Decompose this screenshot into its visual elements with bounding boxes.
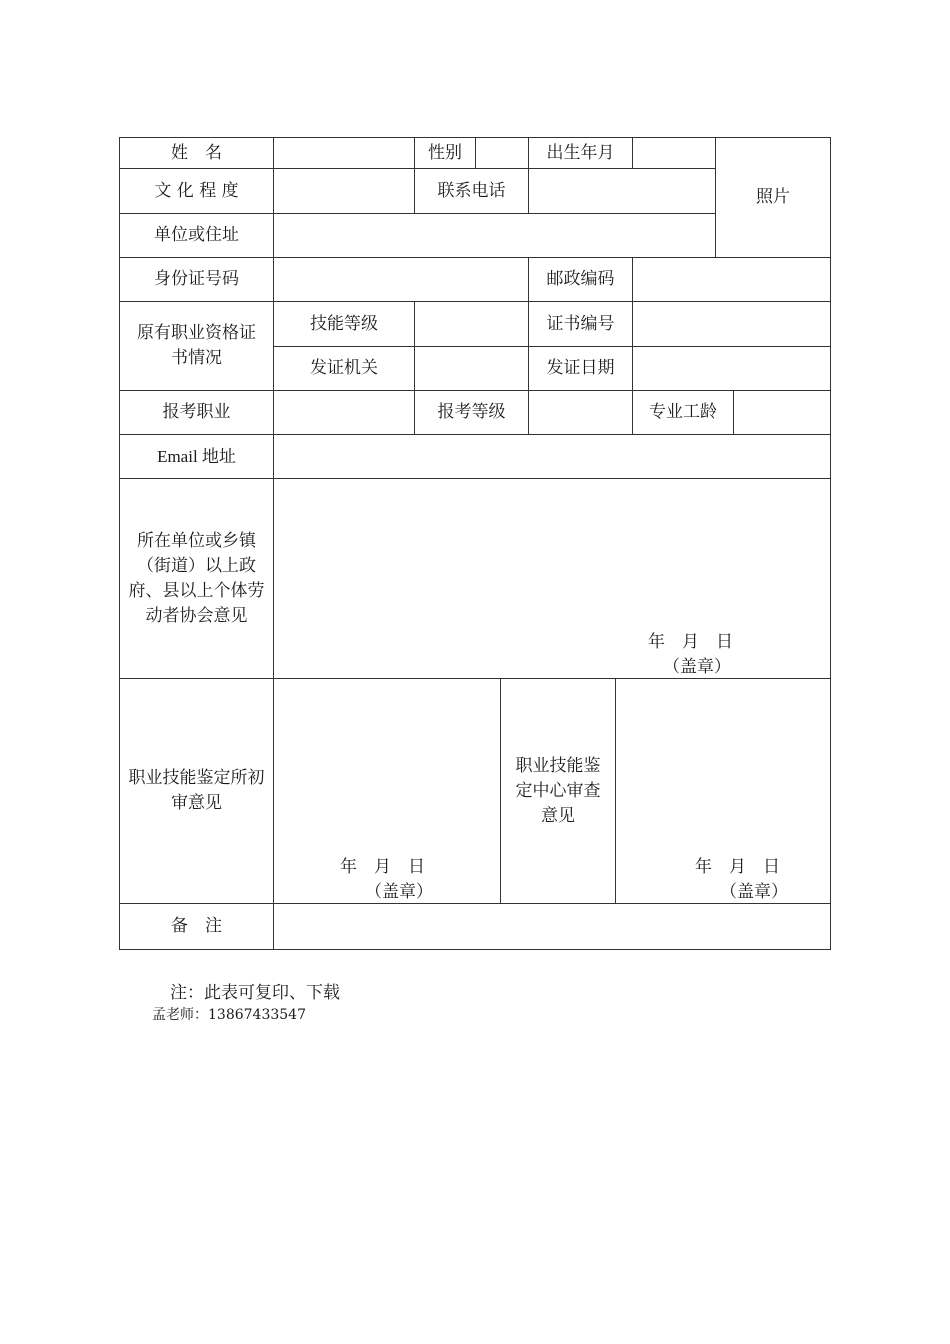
phone-field[interactable] [529,169,715,213]
center-opinion-date: 年 月 日 [695,857,780,877]
table-border-right [830,137,831,950]
postal-code-label: 邮政编码 [546,269,615,289]
id-number-label: 身份证号码 [154,269,239,289]
id-number-field[interactable] [274,258,528,301]
apply-level-label: 报考等级 [437,402,506,422]
certificate-section-label: 原有职业资格证书情况 [137,323,256,368]
skill-level-field[interactable] [415,302,528,346]
government-opinion-label: 所在单位或乡镇（街道）以上政府、县以上个体劳动者协会意见 [128,530,265,626]
skill-level-label: 技能等级 [310,313,378,334]
address-label: 单位或住址 [154,225,239,245]
education-field[interactable] [274,169,414,213]
birth-field[interactable] [633,138,715,168]
seniority-field[interactable] [734,391,830,434]
station-opinion-seal: （盖章） [365,882,433,902]
remark-field[interactable] [274,904,830,949]
gender-field[interactable] [476,138,528,168]
footer-contact: 孟老师：13867433547 [152,1007,306,1023]
government-opinion-field[interactable] [274,479,830,678]
issue-date-label: 发证日期 [546,358,615,378]
email-field[interactable] [274,435,830,478]
government-opinion-seal: （盖章） [663,657,731,677]
certificate-number-field[interactable] [633,302,830,346]
photo-box[interactable]: 照片 [756,187,790,207]
postal-code-field[interactable] [633,258,830,301]
seniority-label: 专业工龄 [649,402,717,422]
government-opinion-date: 年 月 日 [648,632,733,652]
table-border-bottom [119,949,831,950]
name-label: 姓 名 [171,142,222,163]
gender-label: 性别 [428,142,462,163]
address-field[interactable] [274,214,715,257]
name-field[interactable] [274,138,414,168]
email-label: Email 地址 [157,447,236,466]
station-opinion-date: 年 月 日 [340,857,425,877]
remark-label: 备 注 [171,916,222,936]
center-opinion-seal: （盖章） [720,882,788,902]
phone-label: 联系电话 [437,180,506,201]
issuer-field[interactable] [415,347,528,390]
center-opinion-label: 职业技能鉴定中心审查意见 [515,755,601,826]
issue-date-field[interactable] [633,347,830,390]
apply-level-field[interactable] [529,391,632,434]
station-opinion-label: 职业技能鉴定所初审意见 [128,768,265,813]
education-label: 文 化 程 度 [154,180,239,201]
apply-job-label: 报考职业 [162,402,231,422]
issuer-label: 发证机关 [310,358,378,378]
footer-note: 注：此表可复印、下载 [170,983,340,1003]
birth-label: 出生年月 [546,142,615,163]
certificate-number-label: 证书编号 [546,313,615,334]
apply-job-field[interactable] [274,391,414,434]
